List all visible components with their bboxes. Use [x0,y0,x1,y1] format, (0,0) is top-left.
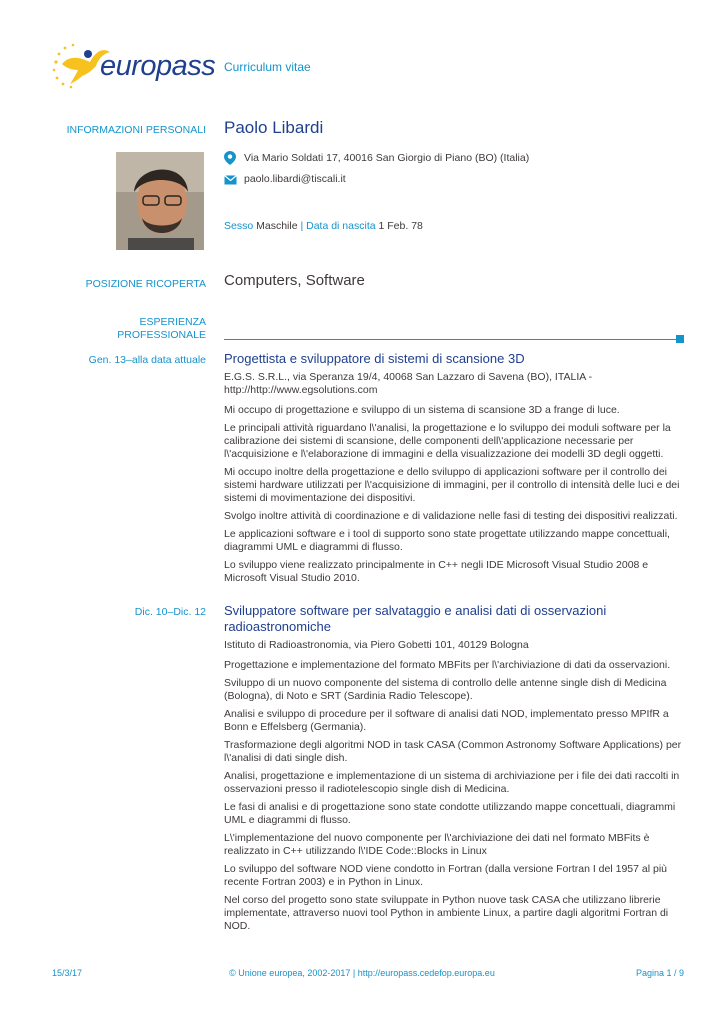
separator: | [300,220,304,232]
job-paragraph: Lo sviluppo viene realizzato principalmente in C++ negli IDE Microsoft Visual Studio 2008 e Microsoft Visual Studio 2010. [224,559,649,584]
job-paragraph: Analisi e sviluppo di procedure per il software di analisi dati NOD, implementato presso MPIfR a Bonn e Effelsberg (Germania). [224,708,669,733]
europass-logo [48,40,218,90]
job-paragraph: Lo sviluppo del software NOD viene condotto in Fortran (dalla versione Fortran I del 1957 al più recente Fortran 2003) e in Python in Linux. [224,863,667,888]
job-dates: Dic. 10–Dic. 12 [134,606,206,618]
job-paragraph: Nel corso del progetto sono state sviluppate in Python nuove task CASA che utilizzano librerie implementate, attraverso nuovi tool Python in ambiente Linux, a partire dagli algoritmi Fortran di NOD. [224,894,669,932]
sex-value: Maschile [256,220,298,232]
person-name: Paolo Libardi [224,118,324,137]
job-paragraph: Analisi, progettazione e implementazione di un sistema di archiviazione per i file dei dati raccolti in osservazioni presso il radiotelescopio single dish di Medicina. [224,770,680,795]
section-label-experience-1: ESPERIENZA [139,316,206,328]
job-employer: E.G.S. S.R.L., via Speranza 19/4, 40068 San Lazzaro di Savena (BO), ITALIA - http://http://www.egsolutions.com [224,371,593,396]
job-paragraph: Mi occupo inoltre della progettazione e dello sviluppo di applicazioni software per il controllo dei sistemi hardware utilizzati per l\'acquisizione di immagini, per il controllo di intensità delle luci e dei sistemi di movimentazione dei dispositivi. [224,466,680,504]
job-paragraph: Le applicazioni software e i tool di supporto sono state progettate utilizzando mappe concettuali, diagrammi UML e diagrammi di flusso. [224,528,670,553]
footer-date: 15/3/17 [52,968,83,978]
section-label-experience [20,316,206,342]
section-label-position: POSIZIONE RICOPERTA [85,278,206,290]
job-dates: Gen. 13–alla data attuale [88,354,206,366]
dob-value: 1 Feb. 78 [378,220,423,232]
email-link[interactable]: paolo.libardi@tiscali.it [244,173,346,185]
section-divider-marker [676,335,684,343]
job-paragraph: Le fasi di analisi e di progettazione sono state condotte utilizzando mappe concettuali, diagrammi UML e diagrammi di flusso. [224,801,676,826]
job-paragraph: Trasformazione degli algoritmi NOD in task CASA (Common Astronomy Software Applications) per l\'analisi di dati single dish. [224,739,682,764]
job-paragraph: L\'implementazione del nuovo componente per l\'archiviazione dei dati nel formato MBFits è realizzato in C++ utilizzando l\'IDE Code::Blocks in Linux [224,832,650,857]
job-paragraph: Sviluppo di un nuovo componente del sistema di controllo delle antenne single dish di Medicina (Bologna), di Noto e SRT (Sardinia Radio Telescope). [224,677,667,702]
footer-copyright[interactable]: © Unione europea, 2002-2017 | http://europass.cedefop.europa.eu [229,968,495,978]
section-divider [224,339,676,340]
job-entry [224,603,684,938]
job-paragraph: Progettazione e implementazione del formato MBFits per l\'archiviazione di dati da osservazioni. [224,659,671,671]
section-label-experience-2: PROFESSIONALE [117,329,206,341]
job-paragraph: Svolgo inoltre attività di coordinazione e di validazione nelle fasi di testing dei dispositivi realizzati. [224,510,678,522]
avatar [116,152,204,250]
job-paragraph: Le principali attività riguardano l\'analisi, la progettazione e lo sviluppo dei moduli software per la calibrazione dei sistemi di scansione, delle componenti dell\'applicazione necessarie per l\'acquisizione e l\'elaborazione di immagini e della visualizzazione dei modelli 3D degli oggetti. [224,422,671,460]
dob-label: Data di nascita [306,220,376,232]
job-title: Progettista e sviluppatore di sistemi di scansione 3D [224,351,525,366]
job-title: Sviluppatore software per salvataggio e analisi dati di osservazioni radioastronomiche [224,603,607,634]
position-value: Computers, Software [224,272,365,289]
logo-wordmark: europass [100,50,216,82]
job-employer: Istituto di Radioastronomia, via Piero Gobetti 101, 40129 Bologna [224,639,529,651]
sex-label: Sesso [224,220,254,232]
footer-page-number: Pagina 1 / 9 [635,968,684,978]
job-paragraph: Mi occupo di progettazione e sviluppo di un sistema di scansione 3D a frange di luce. [224,404,620,416]
sex-dob-row [224,220,423,232]
section-label-personal: INFORMAZIONI PERSONALI [66,124,206,136]
location-pin-icon [224,151,236,165]
job-entry [224,351,684,590]
address-text: Via Mario Soldati 17, 40016 San Giorgio di Piano (BO) (Italia) [244,152,530,164]
doc-title: Curriculum vitae [224,60,311,74]
envelope-icon [224,175,237,185]
